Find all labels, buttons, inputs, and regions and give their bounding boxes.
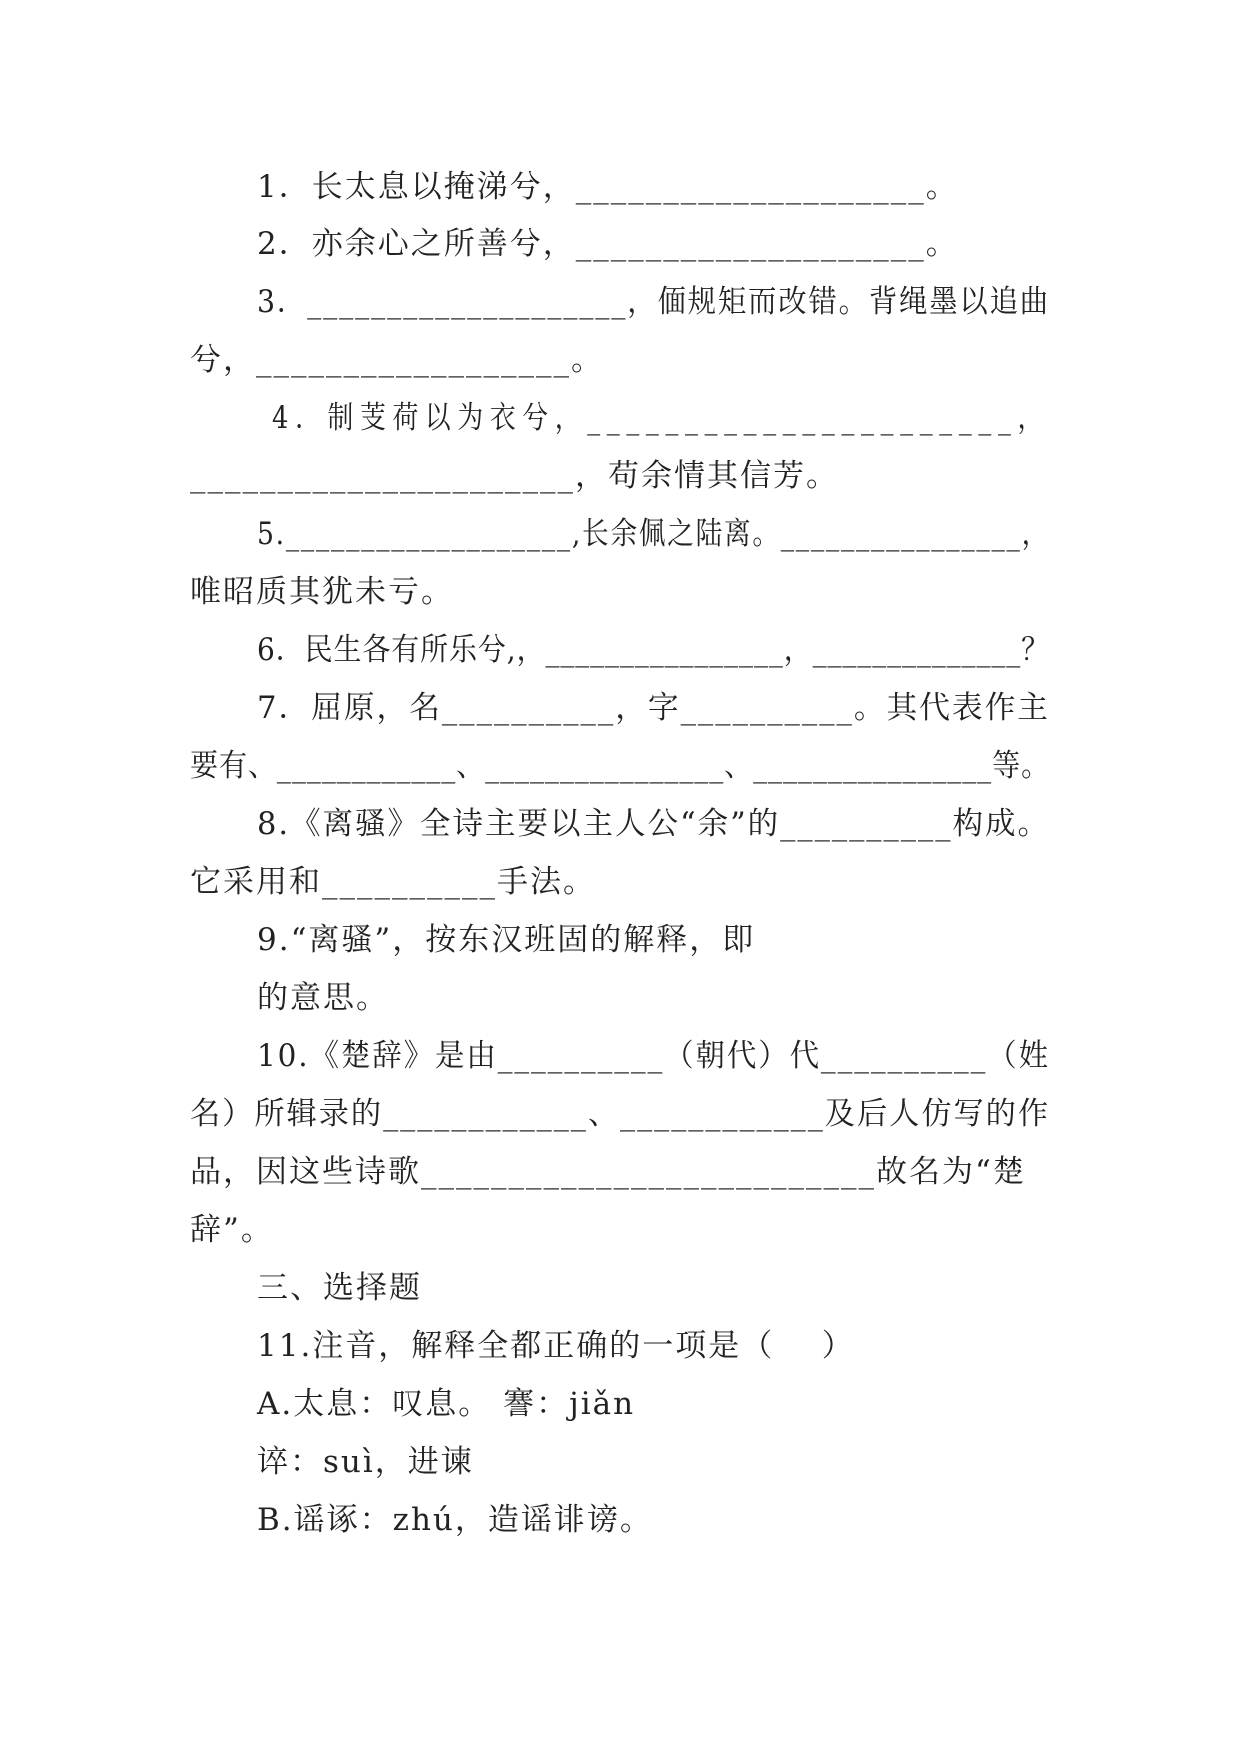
line-text: 3．____________________，偭规矩而改错。背绳墨以追曲 bbox=[257, 284, 1050, 320]
text-line bbox=[0, 1036, 1241, 1076]
line-text: 7．屈原，名__________，字__________。其代表作主 bbox=[257, 690, 1050, 726]
line-text: 6．民生各有所乐兮,，________________，______________？ bbox=[257, 632, 1051, 668]
line-text: 它采用和__________手法。 bbox=[190, 864, 596, 900]
text-line bbox=[0, 978, 1241, 1018]
text-line bbox=[0, 224, 1241, 264]
line-text: 2．亦余心之所善兮，____________________。 bbox=[257, 226, 959, 262]
line-text: 10.《楚辞》是由__________（朝代）代__________（姓 bbox=[257, 1038, 1051, 1074]
text-line bbox=[0, 1094, 1241, 1134]
line-text: 辞”。 bbox=[190, 1212, 274, 1248]
line-text: 9.“离骚”，按东汉班固的解释，即 bbox=[257, 922, 756, 958]
text-line bbox=[0, 572, 1241, 612]
text-line bbox=[0, 630, 1241, 670]
line-text: 唯昭质其犹未亏。 bbox=[190, 574, 454, 610]
line-text: 三、选择题 bbox=[257, 1270, 422, 1306]
line-text: 8.《离骚》全诗主要以主人公“余”的__________构成。 bbox=[257, 806, 1050, 842]
text-line bbox=[0, 340, 1241, 380]
line-text: ______________________，苟余情其信芳。 bbox=[190, 458, 839, 494]
text-line bbox=[0, 514, 1241, 554]
text-line bbox=[0, 167, 1241, 207]
text-line bbox=[0, 1210, 1241, 1250]
line-text: 名）所辑录的____________、____________及后人仿写的作 bbox=[190, 1096, 1051, 1132]
line-text: 的意思。 bbox=[257, 980, 389, 1016]
text-line bbox=[0, 862, 1241, 902]
text-line bbox=[0, 746, 1241, 786]
line-text: 兮，__________________。 bbox=[190, 342, 604, 378]
line-text: B.谣诼：zhú，造谣诽谤。 bbox=[257, 1502, 653, 1538]
text-line bbox=[0, 1384, 1241, 1424]
text-line bbox=[0, 398, 1241, 438]
line-text: 品，因这些诗歌__________________________故名为“楚 bbox=[190, 1154, 1026, 1190]
text-line bbox=[0, 804, 1241, 844]
line-text: 1．长太息以掩涕兮，____________________。 bbox=[257, 169, 959, 205]
line-text: A.太息：叹息。 謇：jiǎn bbox=[257, 1386, 636, 1422]
line-text: 11.注音，解释全都正确的一项是（ ） bbox=[257, 1328, 855, 1364]
text-line bbox=[0, 1152, 1241, 1192]
text-line bbox=[0, 282, 1241, 322]
text-line bbox=[0, 456, 1241, 496]
line-text: 5.___________________,长余佩之陆离。________________， bbox=[257, 516, 1050, 552]
line-text: 谇：suì，进谏 bbox=[257, 1444, 474, 1480]
text-line bbox=[0, 1326, 1241, 1366]
line-text: 要有、____________、________________、________________等。 bbox=[190, 748, 1051, 784]
text-line bbox=[0, 1442, 1241, 1482]
text-line bbox=[0, 920, 1241, 960]
line-text: 4．制芰荷以为衣兮，______________________， bbox=[272, 400, 1050, 436]
text-line bbox=[0, 1268, 1241, 1308]
text-line bbox=[0, 688, 1241, 728]
text-line bbox=[0, 1500, 1241, 1540]
